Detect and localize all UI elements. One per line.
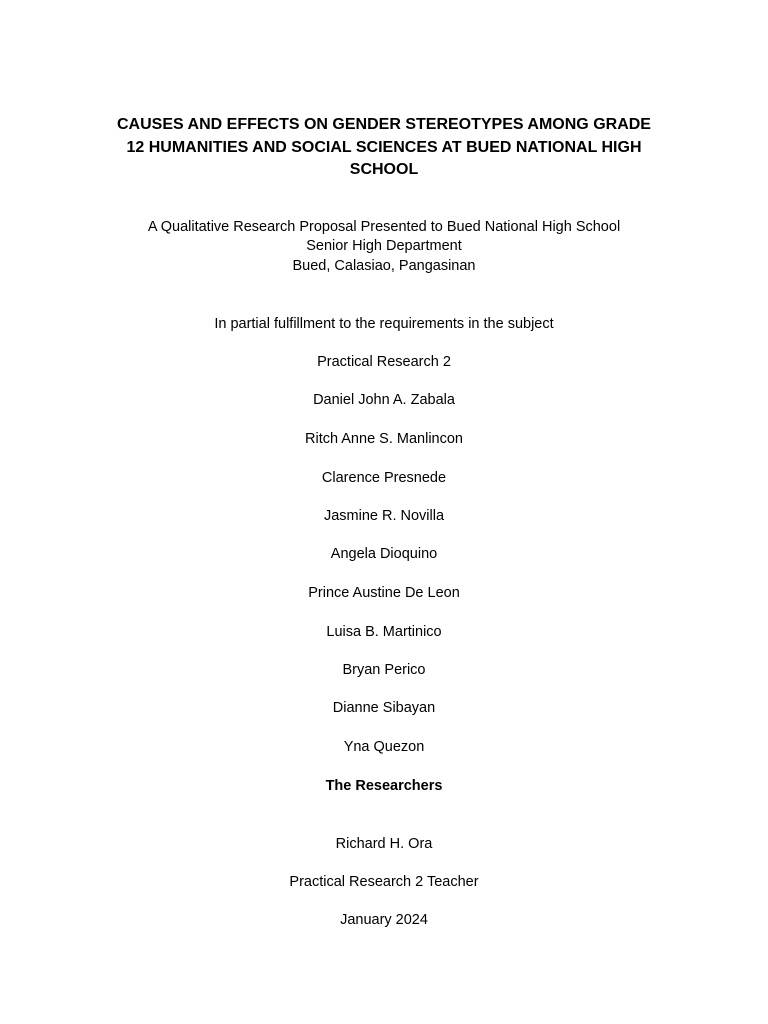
researcher-name: Angela Dioquino (330, 546, 438, 562)
subject-text: Practical Research 2 (317, 354, 451, 370)
title-line-3: SCHOOL (349, 161, 419, 178)
document-date: January 2024 (340, 912, 428, 928)
researcher-name: Jasmine R. Novilla (323, 508, 445, 524)
researcher-name: Yna Quezon (343, 739, 425, 755)
teacher-name: Richard H. Ora (335, 836, 433, 852)
presentation-line-3: Bued, Calasiao, Pangasinan (292, 258, 476, 274)
researcher-name: Luisa B. Martinico (326, 624, 442, 640)
title-line-1: CAUSES AND EFFECTS ON GENDER STEREOTYPES AMONG GRADE (117, 116, 651, 133)
title-line-2: 12 HUMANITIES AND SOCIAL SCIENCES AT BUED NATIONAL HIGH (126, 138, 642, 156)
researcher-name: Bryan Perico (342, 662, 426, 678)
fulfillment-text: In partial fulfillment to the requirements in the subject (214, 316, 554, 332)
researcher-name: Dianne Sibayan (332, 700, 436, 716)
presentation-line-1: A Qualitative Research Proposal Presented to Bued National High School (147, 219, 621, 235)
researcher-name: Ritch Anne S. Manlincon (305, 431, 463, 447)
researchers-label: The Researchers (325, 778, 443, 794)
researcher-name: Clarence Presnede (321, 470, 447, 486)
document-title (80, 114, 688, 182)
researcher-name: Daniel John A. Zabala (313, 392, 455, 408)
researcher-name: Prince Austine De Leon (308, 585, 460, 601)
presentation-line-2: Senior High Department (306, 238, 462, 254)
teacher-role: Practical Research 2 Teacher (289, 874, 479, 890)
